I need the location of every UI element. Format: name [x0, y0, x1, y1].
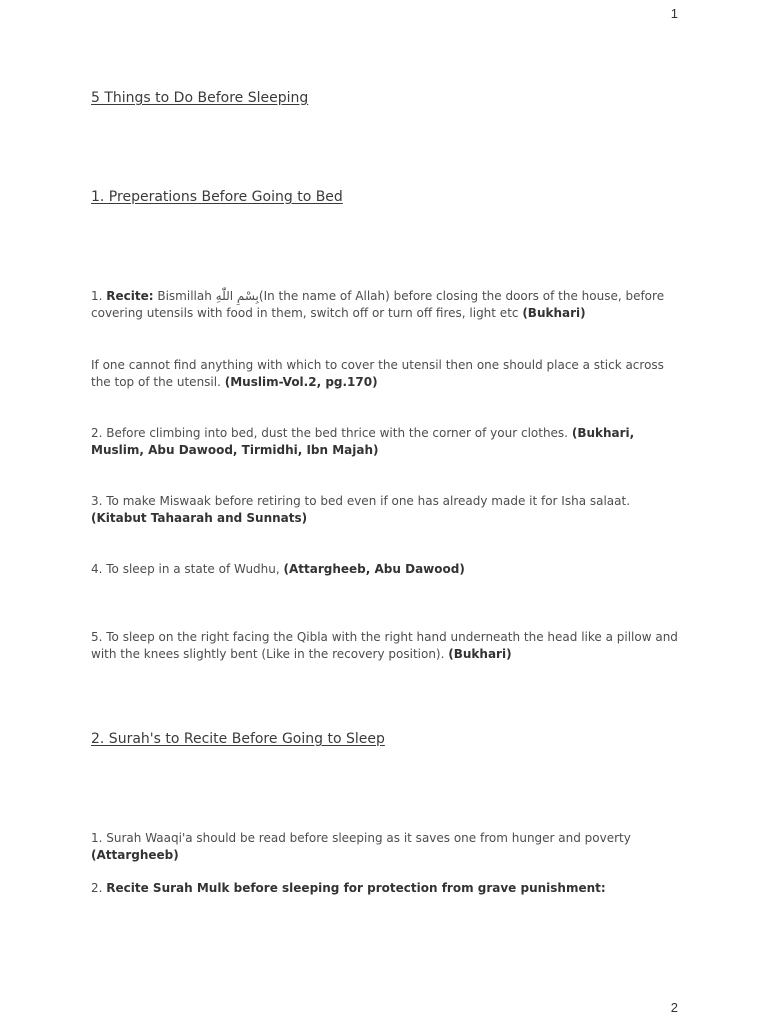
item-text: If one cannot find anything with which to cover the utensil then one should place a stick across the top of the utensil. [91, 358, 664, 389]
document-title: 5 Things to Do Before Sleeping [91, 90, 309, 106]
item-reference: (Bukhari, Muslim, Abu Dawood, Tirmidhi, Ibn Majah) [91, 426, 635, 457]
item-reference: (Muslim-Vol.2, pg.170) [224, 375, 378, 389]
section1-item-5 [91, 629, 681, 663]
section2-heading: 2. Surah's to Recite Before Going to Sleep [91, 731, 385, 747]
item-text: (In the name of Allah) before closing the doors of the house, before covering utensils with food in them, switch off or turn off fires, light etc [91, 289, 665, 320]
item-lead: Recite: [106, 289, 154, 303]
item-reference: (Bukhari) [522, 306, 586, 320]
item-reference: (Kitabut Tahaarah and Sunnats) [91, 511, 308, 525]
section1-heading: 1. Preperations Before Going to Bed [91, 189, 343, 205]
section1-item-2 [91, 425, 681, 459]
item-bold-text: Recite Surah Mulk before sleeping for protection from grave punishment: [106, 881, 606, 895]
item-text: 1. Surah Waaqi'a should be read before sleeping as it saves one from hunger and poverty [91, 831, 631, 845]
item-reference: (Bukhari) [448, 647, 512, 661]
arabic-text: بِسْمِ اللّٰهِ [215, 289, 259, 303]
section1-item-3 [91, 493, 681, 527]
item-text: 4. To sleep in a state of Wudhu, [91, 562, 284, 576]
page-number-bottom: 2 [670, 1000, 678, 1015]
item-text: 3. To make Miswaak before retiring to bed even if one has already made it for Isha salaat. [91, 494, 631, 508]
section1-item-4 [91, 561, 681, 578]
item-text: Bismillah [153, 289, 216, 303]
item-text: 2. Before climbing into bed, dust the bed thrice with the corner of your clothes. [91, 426, 572, 440]
item-number: 2. [91, 881, 107, 895]
item-number: 1. [91, 289, 107, 303]
item-text: 5. To sleep on the right facing the Qibla with the right hand underneath the head like a pillow and with the knees slightly bent (Like in the recovery position). [91, 630, 678, 661]
section2-item-2 [91, 880, 681, 897]
section2-item-1 [91, 830, 681, 864]
item-reference: (Attargheeb, Abu Dawood) [283, 562, 465, 576]
section1-item-1 [91, 288, 681, 322]
item-reference: (Attargheeb) [91, 848, 179, 862]
page-number-top: 1 [670, 6, 678, 21]
section1-item-note [91, 357, 681, 391]
